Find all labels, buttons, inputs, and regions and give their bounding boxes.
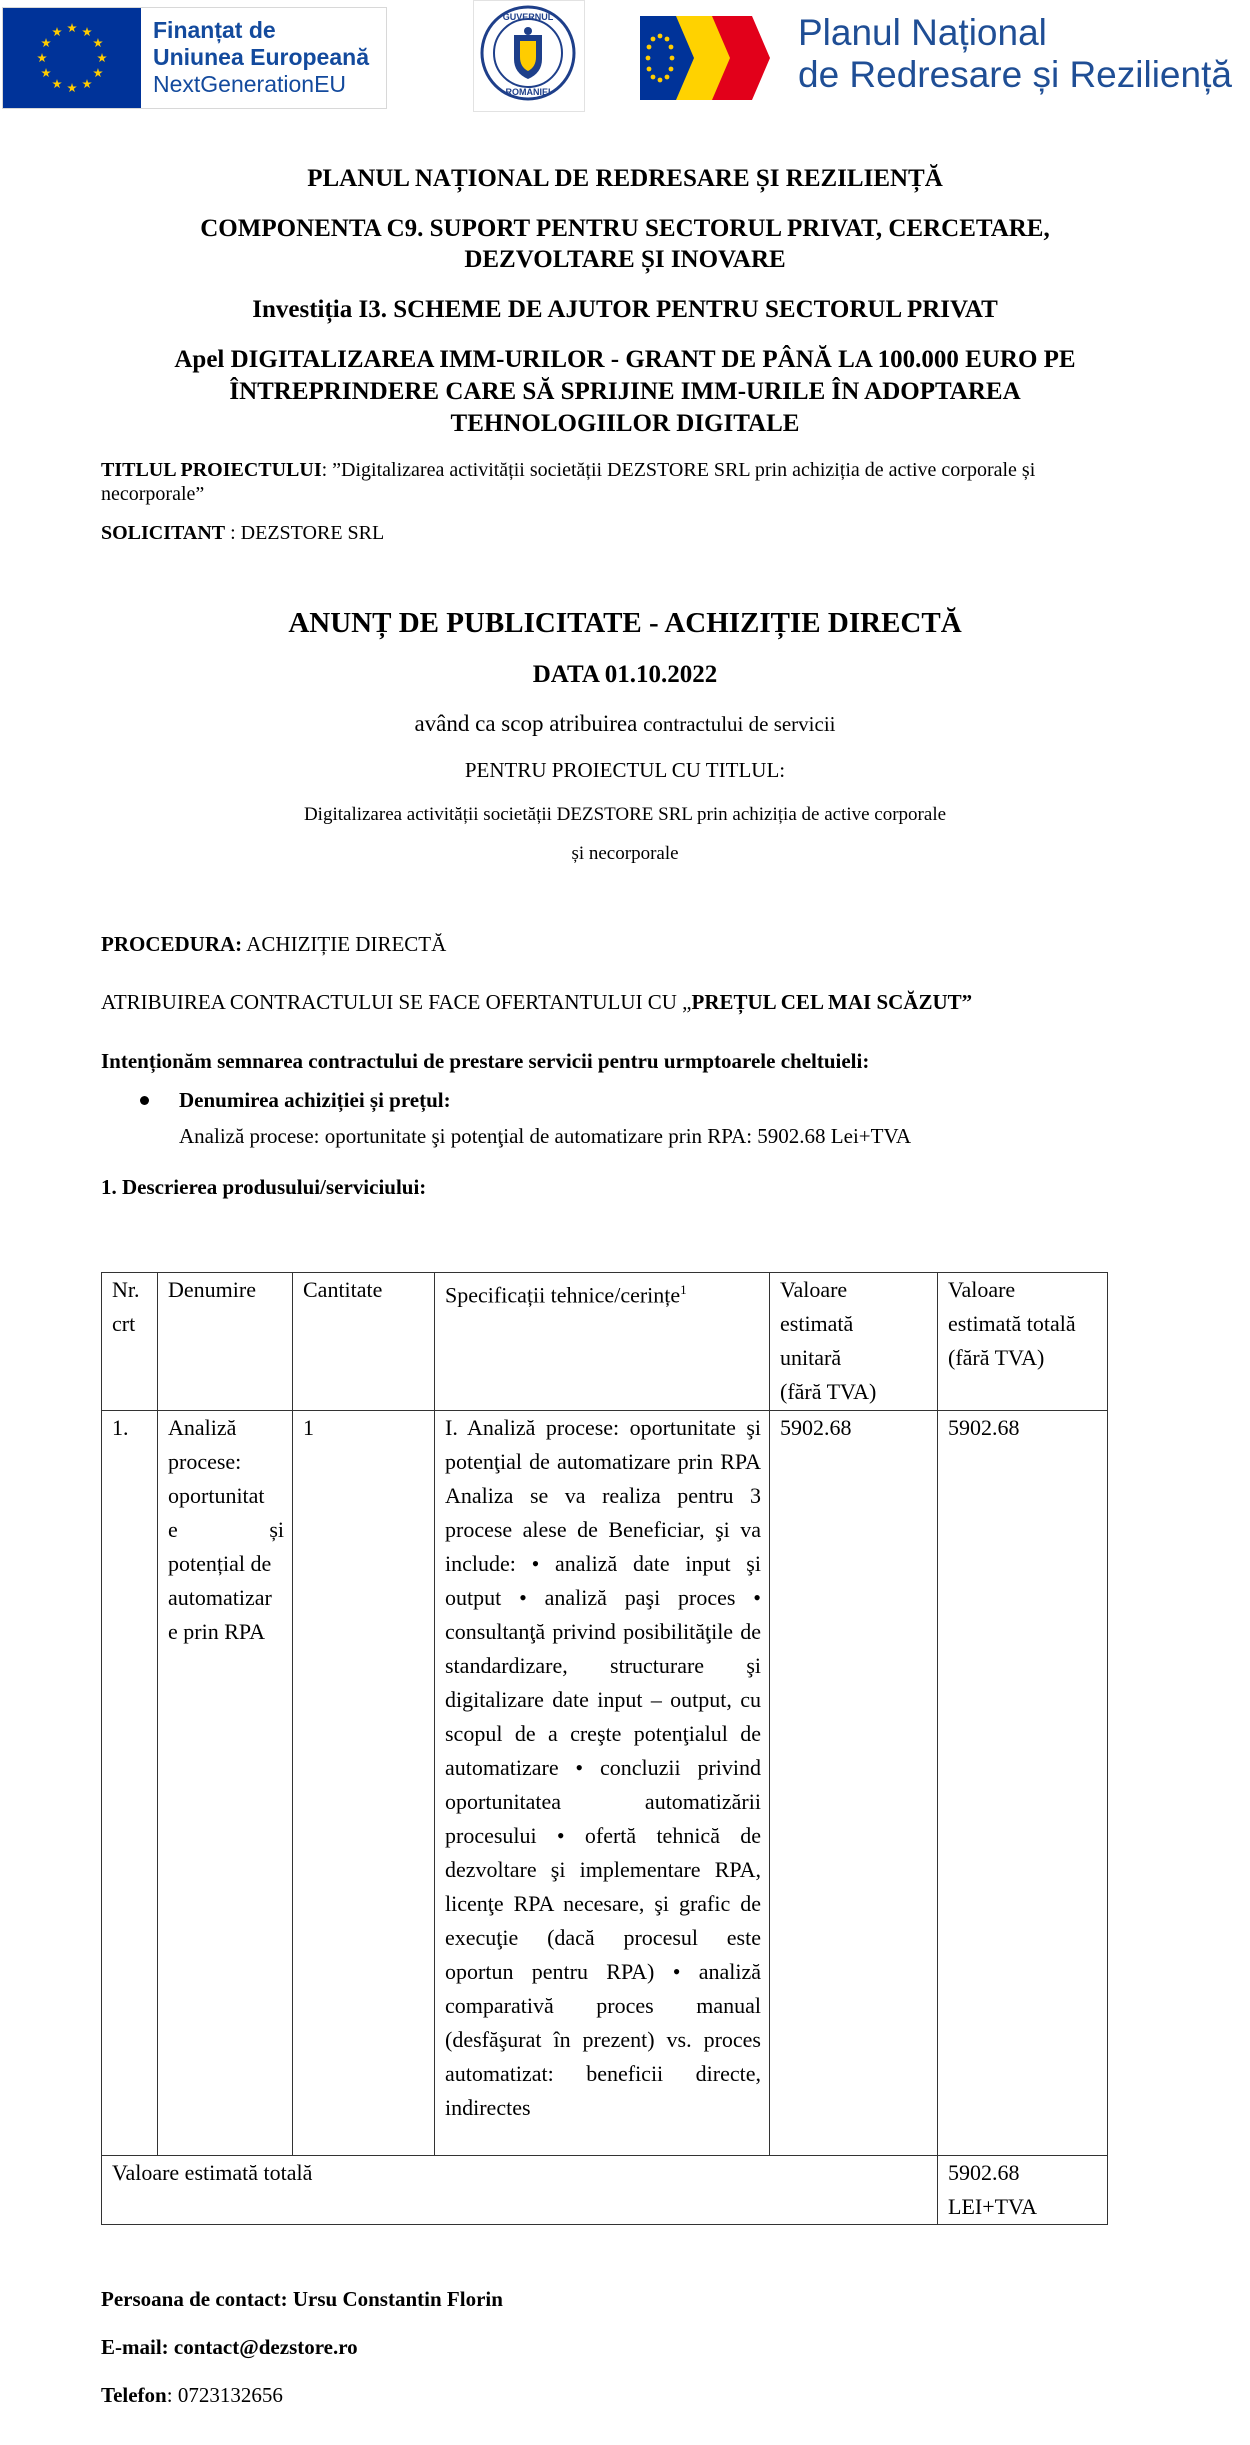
header-unit-value: [770, 1273, 938, 1411]
row-name-line: automatizar: [168, 1585, 272, 1610]
header-total-line2: estimată totală: [948, 1311, 1076, 1336]
eu-flag-icon: [3, 8, 141, 108]
header-nr-line2: crt: [112, 1311, 136, 1336]
contact-person: Persoana de contact: Ursu Constantin Florin: [101, 2287, 503, 2311]
applicant-value: : DEZSTORE SRL: [225, 522, 385, 544]
pnrr-logo-line2: de Redresare și Reziliență: [798, 54, 1232, 95]
plan-heading: PLANUL NAȚIONAL DE REDRESARE ȘI REZILIENȚĂ: [307, 165, 943, 192]
pnrr-logo: [640, 12, 1250, 104]
call-heading-line2: ÎNTREPRINDERE CARE SĂ SPRIJINE IMM-URILE ÎN ADOPTAREA: [229, 378, 1021, 405]
total-value-line1: 5902.68: [948, 2160, 1020, 2185]
description-table: [101, 1272, 1108, 2225]
eu-star-icon: [82, 27, 92, 37]
project-title-line2: necorporale”: [101, 483, 205, 505]
eu-logo-text: [141, 8, 369, 108]
header-total-line1: Valoare: [948, 1277, 1016, 1302]
pnrr-logo-line1: Planul Național: [798, 12, 1047, 53]
row-nr: 1.: [102, 1411, 158, 2156]
bullet-dot-icon: [140, 1096, 149, 1105]
header-unit-line3: unitară: [780, 1345, 842, 1370]
table-total-row: [102, 2156, 1108, 2225]
call-heading-line3: TEHNOLOGIILOR DIGITALE: [450, 410, 800, 437]
acquisition-name-heading: Denumirea achiziției și prețul:: [179, 1088, 451, 1112]
announcement-purpose: [0, 711, 1250, 737]
pnrr-logo-text: [798, 12, 1232, 96]
eu-star-icon: [52, 79, 62, 89]
header-total-line3: (fără TVA): [948, 1345, 1045, 1370]
header-nr-line1: Nr.: [112, 1277, 140, 1302]
project-title-line1: [101, 459, 1035, 482]
project-title-label: TITLUL PROIECTULUI: [101, 459, 322, 481]
eu-star-icon: [52, 27, 62, 37]
purpose-contract-type: contractului de servicii: [643, 712, 836, 736]
for-project-heading: PENTRU PROIECTUL CU TITLUL:: [464, 758, 786, 782]
row-name: [158, 1411, 293, 2156]
header-unit-line2: estimată: [780, 1311, 854, 1336]
eu-star-icon: [67, 23, 77, 33]
header-name: Denumire: [158, 1273, 293, 1411]
eu-star-icon: [93, 68, 103, 78]
eu-star-icon: [82, 79, 92, 89]
procedure-value: ACHIZIȚIE DIRECTĂ: [242, 932, 447, 956]
total-label: Valoare estimată totală: [102, 2156, 938, 2225]
eu-star-icon: [97, 53, 107, 63]
call-heading-line1: Apel DIGITALIZAREA IMM-URILOR - GRANT DE PÂNĂ LA 100.000 EURO PE: [174, 346, 1076, 373]
investment-heading: Investiția I3. SCHEME DE AJUTOR PENTRU SECTORUL PRIVAT: [252, 296, 998, 323]
component-heading-line2: DEZVOLTARE ȘI INOVARE: [464, 246, 786, 273]
header-unit-line1: Valoare: [780, 1277, 848, 1302]
component-heading-line1: COMPONENTA C9. SUPORT PENTRU SECTORUL PRIVAT, CERCETARE,: [200, 215, 1050, 242]
intent-statement: Intenționăm semnarea contractului de prestare servicii pentru urmptoarele cheltuieli:: [101, 1049, 870, 1073]
government-seal-logo: [473, 0, 585, 112]
row-name-line: procese:: [168, 1449, 242, 1474]
header-total-value: [938, 1273, 1108, 1411]
total-value: [938, 2156, 1108, 2225]
header-nr: [102, 1273, 158, 1411]
header-spec: [435, 1273, 770, 1411]
svg-text:GUVERNUL: GUVERNUL: [502, 12, 554, 22]
purpose-text: având ca scop atribuirea: [414, 711, 644, 736]
award-criterion-line: [101, 990, 972, 1015]
contact-phone-label: Telefon: [101, 2383, 167, 2407]
header-spec-label: Specificații tehnice/cerințe: [445, 1282, 681, 1308]
header-quantity: Cantitate: [293, 1273, 435, 1411]
total-value-line2: LEI+TVA: [948, 2194, 1037, 2219]
project-name-line1: Digitalizarea activității societății DEZSTORE SRL prin achiziția de active corporale: [303, 804, 947, 825]
row-name-line: potențial de: [168, 1551, 272, 1576]
contact-phone-value: : 0723132656: [166, 2383, 283, 2407]
svg-text:ROMÂNIEI: ROMÂNIEI: [505, 87, 551, 97]
eu-logo-line3: NextGenerationEU: [153, 71, 347, 97]
applicant-label: SOLICITANT: [101, 522, 226, 544]
government-seal-icon: [480, 5, 576, 101]
project-title-value: : ”Digitalizarea activității societății DEZSTORE SRL prin achiziția de active corporale și: [321, 459, 1036, 481]
acquisition-name-value: Analiză procese: oportunitate şi potenţial de automatizare prin RPA: 5902.68 Lei+TVA: [179, 1124, 912, 1148]
procedure-label: PROCEDURA:: [101, 932, 243, 956]
eu-funding-logo: [2, 7, 387, 109]
project-name-line2: și necorporale: [571, 843, 679, 864]
row-name-line: e prin RPA: [168, 1619, 265, 1644]
row-name-line: Analiză: [168, 1415, 237, 1440]
row-spec: I. Analiză procese: oportunitate şi potenţial de automatizare prin RPA Analiza se va realiza pentru 3 procese alese de Beneficiar, şi va include: • analiză date input şi output • analiză paşi proces • consultanţă privind posibilităţile de standardizare, structurare şi digitalizare date input – output, cu scopul de a creşte potenţialul de automatizare • concluzii privind oportunitatea automatizării procesului • ofertă tehnică de dezvoltare şi implementare RPA, licenţe RPA necesare, şi grafic de execuţie (dacă procesul este oportun pentru RPA) • analiză comparativă proces manual (desfăşurat în prezent) vs. proces automatizat: beneficii directe, indirectes: [435, 1411, 770, 2156]
eu-logo-line2: Uniunea Europeană: [153, 44, 369, 70]
section-title-description: 1. Descrierea produsului/serviciului:: [101, 1175, 427, 1199]
row-quantity: 1: [293, 1411, 435, 2156]
eu-star-icon: [41, 38, 51, 48]
award-criterion-text: ATRIBUIREA CONTRACTULUI SE FACE OFERTANTULUI CU „: [101, 990, 692, 1014]
eu-star-icon: [41, 68, 51, 78]
table-header-row: [102, 1273, 1108, 1411]
row-name-line: oportunitat: [168, 1483, 265, 1508]
row-name-line: e și: [168, 1517, 284, 1542]
eu-star-icon: [93, 38, 103, 48]
row-unit-value: 5902.68: [770, 1411, 938, 2156]
pnrr-flag-arrow-icon: [640, 12, 790, 104]
announcement-date: DATA 01.10.2022: [532, 661, 718, 688]
row-total-value: 5902.68: [938, 1411, 1108, 2156]
contact-email: E-mail: contact@dezstore.ro: [101, 2335, 358, 2359]
eu-star-icon: [37, 53, 47, 63]
eu-logo-line1: Finanțat de: [153, 17, 276, 43]
table-row: [102, 1411, 1108, 2156]
eu-star-icon: [67, 83, 77, 93]
header-spec-footnote: 1: [680, 1282, 687, 1297]
announcement-title: ANUNȚ DE PUBLICITATE - ACHIZIȚIE DIRECTĂ: [288, 607, 962, 639]
award-criterion-value: PREȚUL CEL MAI SCĂZUT”: [691, 990, 973, 1014]
applicant-line: [101, 522, 384, 545]
procedure-line: [101, 932, 446, 957]
contact-phone: [101, 2383, 283, 2408]
header-unit-line4: (fără TVA): [780, 1379, 877, 1404]
